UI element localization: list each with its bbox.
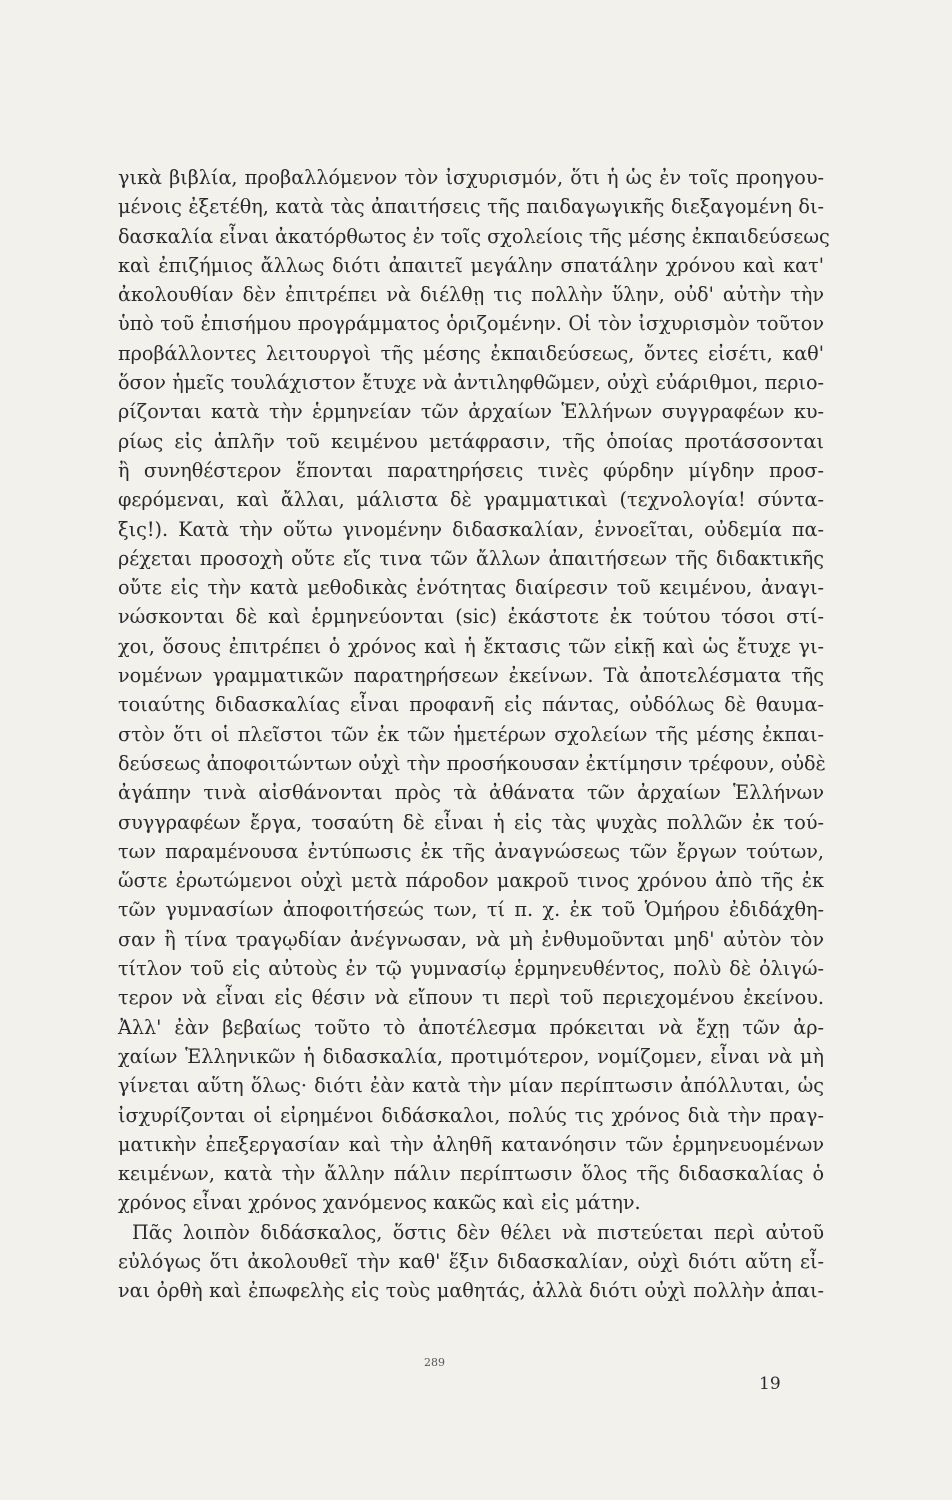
text-line: ρέχεται προσοχὴ οὔτε εἴς τινα τῶν ἄλλων ἀπαιτήσεων τῆς διδακτικῆς [118, 546, 824, 570]
text-line: τῶν γυμνασίων ἀποφοιτήσεώς των, τί π. χ. ἐκ τοῦ Ὁμήρου ἐδιδάχθη- [118, 898, 824, 922]
text-line: συγγραφέων ἔργα, τοσαύτη δὲ εἶναι ἡ εἰς τὰς ψυχὰς πολλῶν ἐκ τού- [118, 810, 824, 834]
body-text [118, 163, 830, 1306]
text-line: ναι ὀρθὴ καὶ ἐπωφελὴς εἰς τοὺς μαθητάς, ἀλλὰ διότι οὐχὶ πολλὴν ἀπαι- [118, 1279, 824, 1303]
text-line: ρίως εἰς ἁπλῆν τοῦ κειμένου μετάφρασιν, τῆς ὁποίας προτάσσονται [118, 429, 824, 453]
text-line: ἀγάπην τινὰ αἰσθάνονται πρὸς τὰ ἀθάνατα τῶν ἀρχαίων Ἑλλήνων [118, 781, 824, 805]
text-line: τοιαύτης διδασκαλίας εἶναι προφανῆ εἰς πάντας, οὐδόλως δὲ θαυμα- [118, 693, 824, 717]
text-line: Ἀλλ' ἐὰν βεβαίως τοῦτο τὸ ἀποτέλεσμα πρόκειται νὰ ἔχῃ τῶν ἀρ- [118, 1015, 824, 1039]
text-line: ὅσον ἡμεῖς τουλάχιστον ἔτυχε νὰ ἀντιληφθῶμεν, οὐχὶ εὐάριθμοι, περιο- [118, 371, 824, 395]
text-line: οὔτε εἰς τὴν κατὰ μεθοδικὰς ἑνότητας διαίρεσιν τοῦ κειμένου, ἀναγι- [118, 576, 824, 600]
text-line: δασκαλία εἶναι ἀκατόρθωτος ἐν τοῖς σχολείοις τῆς μέσης ἐκπαιδεύσεως [118, 224, 830, 248]
text-line: ἢ συνηθέστερον ἕπονται παρατηρήσεις τινὲς φύρδην μίγδην προσ- [118, 458, 824, 482]
text-line: ξις!). Κατὰ τὴν οὕτω γινομένην διδασκαλίαν, ἐννοεῖται, οὐδεμία πα- [118, 517, 824, 541]
text-line: φερόμεναι, καὶ ἄλλαι, μάλιστα δὲ γραμματικαὶ (τεχνολογία! σύντα- [118, 488, 824, 512]
text-line: χρόνος εἶναι χρόνος χανόμενος κακῶς καὶ εἰς μάτην. [118, 1191, 641, 1215]
text-line: γικὰ βιβλία, προβαλλόμενον τὸν ἰσχυρισμόν, ὅτι ἡ ὡς ἐν τοῖς προηγου- [118, 166, 824, 189]
text-line: ματικὴν ἐπεξεργασίαν καὶ τὴν ἀληθῆ κατανόησιν τῶν ἑρμηνευομένων [118, 1132, 824, 1156]
text-line: μένοις ἐξετέθη, κατὰ τὰς ἀπαιτήσεις τῆς παιδαγωγικῆς διεξαγομένη δι- [118, 195, 824, 219]
text-line: ὑπὸ τοῦ ἐπισήμου προγράμματος ὁριζομένην. Οἱ τὸν ἰσχυρισμὸν τοῦτον [118, 312, 824, 336]
text-line: τερον νὰ εἶναι εἰς θέσιν νὰ εἴπουν τι περὶ τοῦ περιεχομένου ἐκείνου. [118, 986, 824, 1010]
text-line: στὸν ὅτι οἱ πλεῖστοι τῶν ἐκ τῶν ἡμετέρων σχολείων τῆς μέσης ἐκπαι- [118, 722, 824, 746]
text-line: ἀκολουθίαν δὲν ἐπιτρέπει νὰ διέλθῃ τις πολλὴν ὕλην, οὐδ' αὐτὴν τὴν [118, 283, 824, 307]
text-line: Πᾶς λοιπὸν διδάσκαλος, ὅστις δὲν θέλει νὰ πιστεύεται περὶ αὐτοῦ [132, 1220, 824, 1244]
footer-mark: 289 [424, 1356, 445, 1369]
text-line: καὶ ἐπιζήμιος ἄλλως διότι ἀπαιτεῖ μεγάλην σπατάλην χρόνου καὶ κατ' [118, 253, 824, 277]
text-line: ρίζονται κατὰ τὴν ἑρμηνείαν τῶν ἀρχαίων Ἑλλήνων συγγραφέων κυ- [118, 400, 824, 424]
text-line: νώσκονται δὲ καὶ ἑρμηνεύονται (sic) ἑκάστοτε ἐκ τούτου τόσοι στί- [118, 605, 824, 629]
text-line: εὐλόγως ὅτι ἀκολουθεῖ τὴν καθ' ἕξιν διδασκαλίαν, οὐχὶ διότι αὕτη εἶ- [118, 1249, 824, 1273]
text-line: νομένων γραμματικῶν παρατηρήσεων ἐκείνων. Τὰ ἀποτελέσματα τῆς [118, 664, 824, 688]
text-line: χαίων Ἑλληνικῶν ἡ διδασκαλία, προτιμότερον, νομίζομεν, εἶναι νὰ μὴ [118, 1044, 824, 1068]
text-line: τίτλον τοῦ εἰς αὐτοὺς ἐν τῷ γυμνασίῳ ἑρμηνευθέντος, πολὺ δὲ ὀλιγώ- [118, 957, 824, 981]
text-line: κειμένων, κατὰ τὴν ἄλλην πάλιν περίπτωσιν ὅλος τῆς διδασκαλίας ὁ [118, 1162, 824, 1186]
page-number: 19 [759, 1374, 781, 1394]
text-line: σαν ἢ τίνα τραγῳδίαν ἀνέγνωσαν, νὰ μὴ ἐνθυμοῦνται μηδ' αὐτὸν τὸν [118, 927, 824, 951]
text-line: ἰσχυρίζονται οἱ εἰρημένοι διδάσκαλοι, πολύς τις χρόνος διὰ τὴν πραγ- [118, 1103, 824, 1127]
text-line: δεύσεως ἀποφοιτώντων οὐχὶ τὴν προσήκουσαν ἐκτίμησιν τρέφουν, οὐδὲ [118, 751, 826, 775]
text-line: ὥστε ἐρωτώμενοι οὐχὶ μετὰ πάροδον μακροῦ τινος χρόνου ἀπὸ τῆς ἐκ [118, 869, 824, 893]
text-line: των παραμένουσα ἐντύπωσις ἐκ τῆς ἀναγνώσεως τῶν ἔργων τούτων, [118, 839, 824, 863]
text-line: χοι, ὅσους ἐπιτρέπει ὁ χρόνος καὶ ἡ ἔκτασις τῶν εἰκῇ καὶ ὡς ἔτυχε γι- [118, 634, 824, 658]
text-line: γίνεται αὕτη ὅλως· διότι ἐὰν κατὰ τὴν μίαν περίπτωσιν ἀπόλλυται, ὡς [118, 1074, 824, 1098]
text-line: προβάλλοντες λειτουργοὶ τῆς μέσης ἐκπαιδεύσεως, ὄντες εἰσέτι, καθ' [118, 341, 824, 365]
